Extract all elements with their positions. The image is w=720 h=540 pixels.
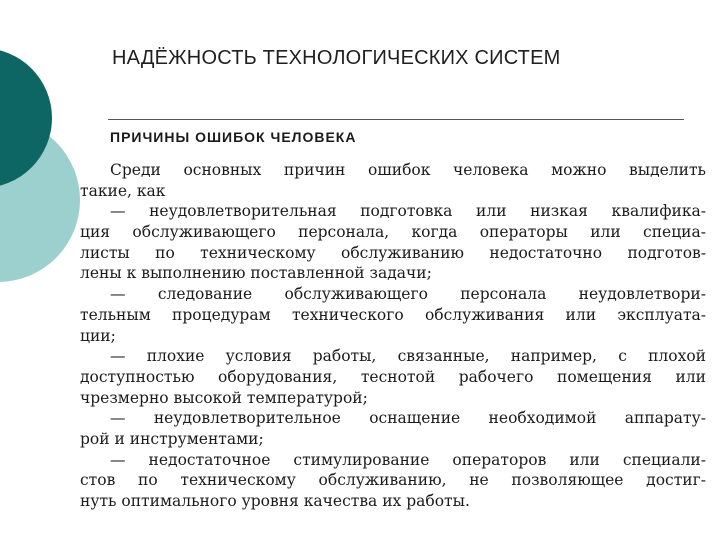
text-line: стов по техническому обслуживанию, не позволяющее достиг- (80, 471, 706, 490)
scan-top-rule (108, 119, 684, 120)
text-line: ции; (80, 326, 116, 345)
dark-teal-circle (0, 48, 52, 188)
text-line: листы по техническому обслуживанию недостаточно подготов- (80, 243, 706, 262)
text-line: ция обслуживающего персонала, когда операторы или специа- (80, 223, 706, 242)
text-line: лены к выполнению поставленной задачи; (80, 264, 432, 283)
text-line: — неудовлетворительная подготовка или низкая квалифика- (110, 202, 706, 221)
text-line: Среди основных причин ошибок человека можно выделить (110, 161, 706, 179)
text-line: — недостаточное стимулирование операторов или специали- (110, 450, 706, 469)
text-line: — следование обслуживающего персонала неудовлетвори- (110, 285, 706, 304)
text-line: тельным процедурам технического обслуживания или эксплуата- (80, 305, 706, 324)
text-line: чрезмерно высокой температурой; (80, 388, 368, 407)
slide-title: НАДЁЖНОСТЬ ТЕХНОЛОГИЧЕСКИХ СИСТЕМ (112, 47, 561, 69)
text-line: такие, как (80, 181, 166, 200)
text-line: доступностью оборудования, теснотой рабочего помещения или (80, 367, 706, 386)
text-line: рой и инструментами; (80, 429, 264, 448)
text-line: — неудовлетворительное оснащение необходимой аппарату- (110, 409, 706, 428)
text-line: — плохие условия работы, связанные, например, с плохой (110, 347, 706, 366)
scanned-text-block (80, 160, 706, 512)
light-teal-circle (0, 118, 80, 282)
section-heading: ПРИЧИНЫ ОШИБОК ЧЕЛОВЕКА (110, 129, 357, 145)
text-line: нуть оптимального уровня качества их работы. (80, 492, 470, 510)
